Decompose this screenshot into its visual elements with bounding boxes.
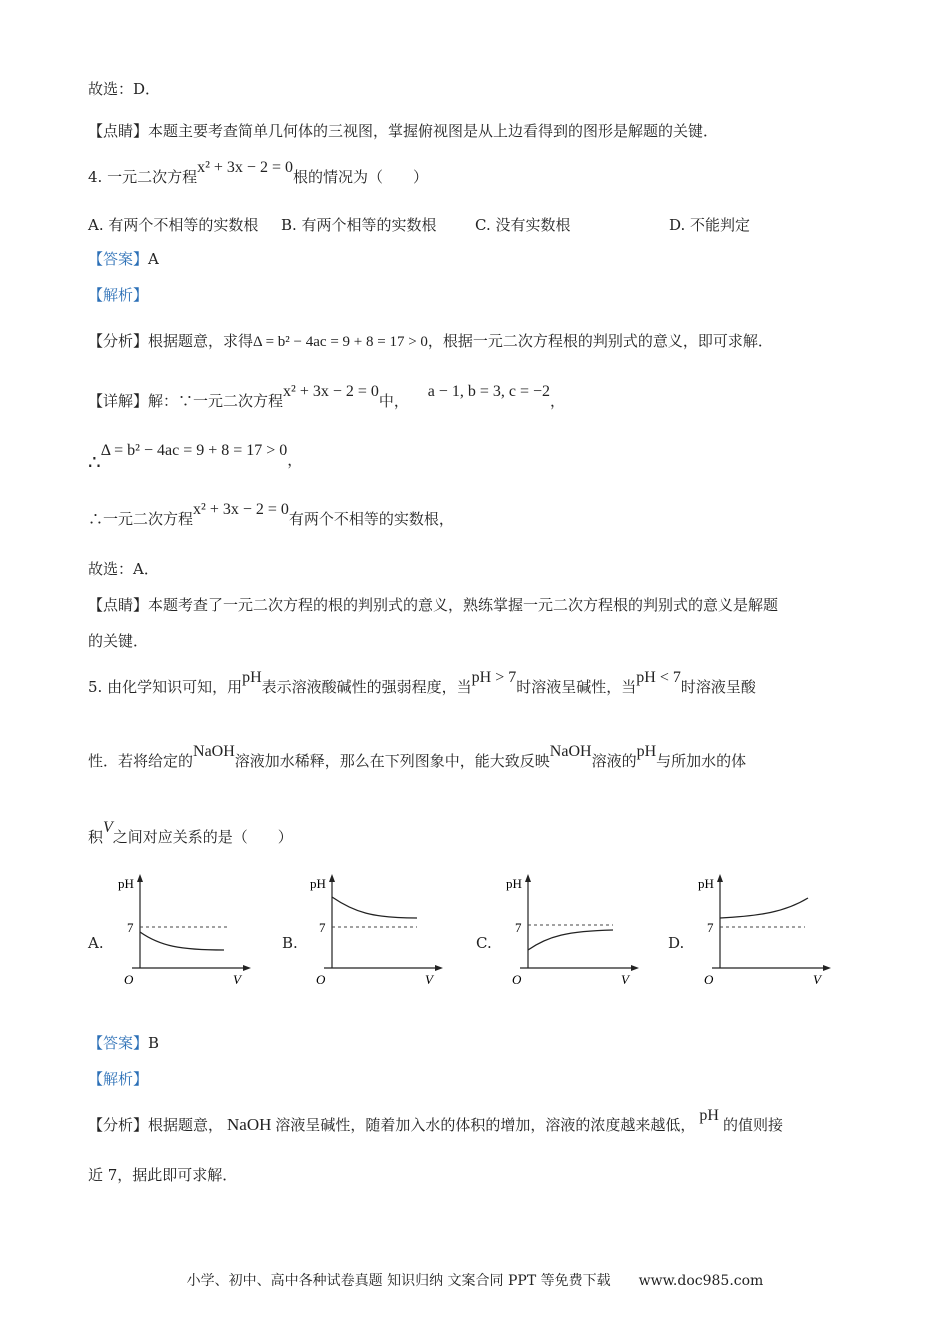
question-5-line-2: 性．若将给定的NaOH溶液加水稀释，那么在下列图象中，能大致反映NaOH溶液的pH与所加水的体 <box>88 743 747 770</box>
delta-line: ∴Δ = b² − 4ac = 9 + 8 = 17 > 0， <box>88 442 303 474</box>
fenxi-5-line-2: 近 7，据此即可求解． <box>88 1166 238 1184</box>
equation: Δ = b² − 4ac = 9 + 8 = 17 > 0 <box>100 442 288 459</box>
equation: x² + 3x − 2 = 0 <box>193 501 289 518</box>
graph-c <box>498 870 648 988</box>
equation: x² + 3x − 2 = 0 <box>283 383 379 400</box>
svg-text:O: O <box>316 972 326 987</box>
graph-d <box>690 870 840 988</box>
dianjing-line: 【点睛】本题考查了一元二次方程的根的判别式的意义，熟练掌握一元二次方程根的判别式的意义是解题 <box>88 596 779 614</box>
option-d: D. 不能判定 <box>669 216 751 234</box>
svg-text:7: 7 <box>319 920 326 935</box>
graph-b-label: B. <box>282 934 298 952</box>
question-4-options <box>88 214 868 234</box>
svg-text:pH: pH <box>506 876 522 891</box>
fenxi-line: 【分析】根据题意，求得Δ = b² − 4ac = 9 + 8 = 17 > 0，根据一元二次方程根的判别式的意义，即可求解． <box>88 332 773 350</box>
dianjing-line: 【点睛】本题主要考查简单几何体的三视图，掌握俯视图是从上边看得到的图形是解题的关键． <box>88 122 719 140</box>
svg-text:V: V <box>621 972 629 987</box>
question-4: 4. 一元二次方程x² + 3x − 2 = 0根的情况为（ ） <box>88 159 428 186</box>
graph-a <box>110 870 260 988</box>
answer-choice-line: 故选：A． <box>88 560 159 578</box>
svg-text:O: O <box>512 972 522 987</box>
svg-text:V: V <box>813 972 821 987</box>
jiexi-label: 【解析】 <box>88 286 149 304</box>
xiangjie-line: 【详解】解：∵一元二次方程x² + 3x − 2 = 0中， a − 1, b = 3, c = −2， <box>88 383 565 410</box>
svg-text:pH: pH <box>118 876 134 891</box>
answer-4: 【答案】A <box>88 250 159 268</box>
option-a: A. 有两个不相等的实数根 <box>88 216 259 234</box>
svg-text:O: O <box>704 972 714 987</box>
graph-d-label: D. <box>668 934 685 952</box>
graph-a-label: A. <box>88 934 104 952</box>
answer-5: 【答案】B <box>88 1034 160 1052</box>
svg-text:7: 7 <box>515 920 522 935</box>
fenxi-5-line-1: 【分析】根据题意， NaOH 溶液呈碱性，随着加入水的体积的增加，溶液的浓度越来越低，pH的值则接 <box>88 1107 783 1134</box>
equation: Δ = b² − 4ac = 9 + 8 = 17 > 0 <box>253 334 428 350</box>
equation: x² + 3x − 2 = 0 <box>197 159 293 176</box>
svg-text:O: O <box>124 972 134 987</box>
svg-text:V: V <box>425 972 433 987</box>
option-b: B. 有两个相等的实数根 <box>281 216 437 234</box>
question-5-line-1: 5. 由化学知识可知，用pH表示溶液酸碱性的强弱程度，当pH > 7时溶液呈碱性，当pH < 7时溶液呈酸 <box>88 669 756 696</box>
question-5-line-3: 积V之间对应关系的是（ ） <box>88 819 293 846</box>
svg-text:7: 7 <box>707 920 714 935</box>
option-c: C. 没有实数根 <box>475 216 571 234</box>
svg-text:pH: pH <box>310 876 326 891</box>
svg-text:V: V <box>233 972 241 987</box>
answer-choice-line: 故选：D． <box>88 80 161 98</box>
dianjing-line-cont: 的关键． <box>88 632 149 650</box>
graph-b <box>302 870 452 988</box>
jiexi-label: 【解析】 <box>88 1070 149 1088</box>
conclusion-line: ∴一元二次方程x² + 3x − 2 = 0有两个不相等的实数根， <box>88 501 454 528</box>
svg-text:pH: pH <box>698 876 714 891</box>
coefficients: a − 1, b = 3, c = −2 <box>427 383 550 400</box>
graph-c-label: C. <box>476 934 492 952</box>
page-footer: 小学、初中、高中各种试卷真题 知识归纳 文案合同 PPT 等免费下载 www.doc985.com <box>186 1273 764 1289</box>
svg-text:7: 7 <box>127 920 134 935</box>
